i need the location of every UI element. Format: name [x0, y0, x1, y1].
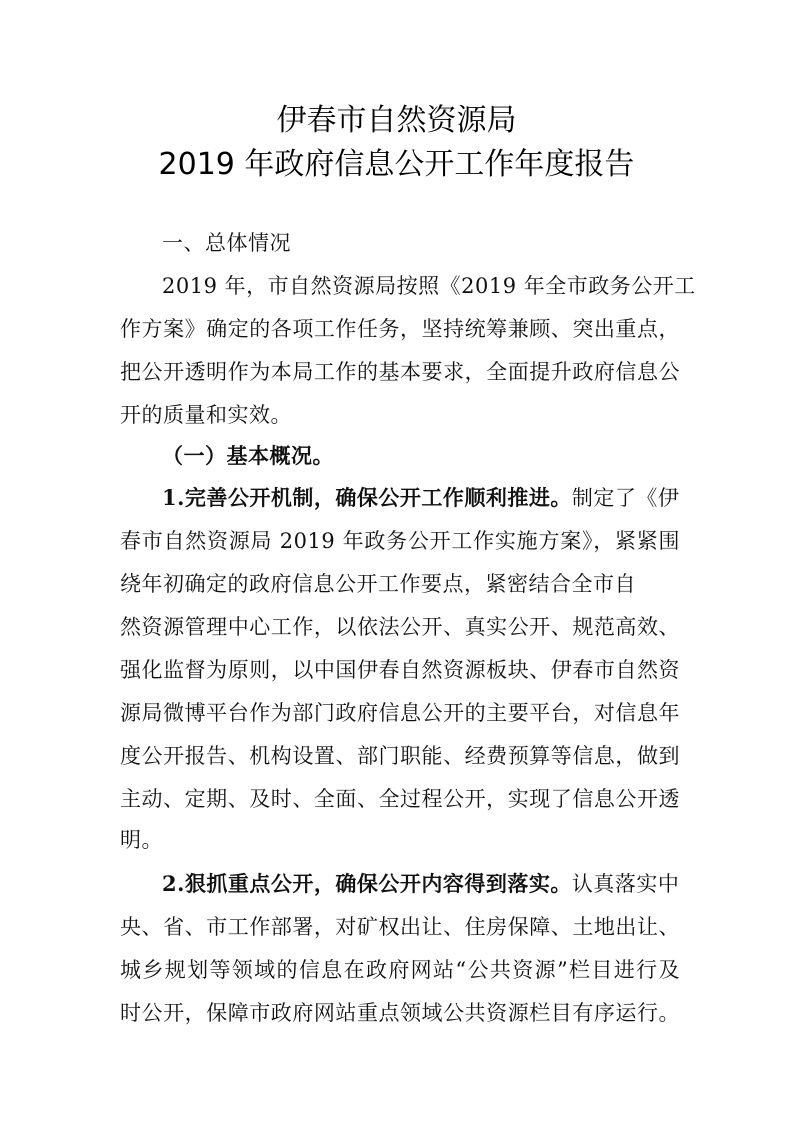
paragraph-line: 时公开，保障市政府网站重点领域公共资源栏目有序运行。 — [120, 1001, 680, 1025]
paragraph-line: 源局微博平台作为部门政府信息公开的主要平台，对信息年 — [120, 701, 680, 725]
paragraph-line: 强化监督为原则，以中国伊春自然资源板块、伊春市自然资 — [120, 658, 680, 682]
item2-first-line — [162, 869, 680, 899]
item1-text: 制定了《伊 — [571, 486, 680, 510]
paragraph-line: 春市自然资源局 2019 年政务公开工作实施方案》，紧紧围 — [120, 529, 680, 553]
item2-heading: 2.狠抓重点公开，确保公开内容得到落实。 — [162, 871, 572, 896]
paragraph-line: 城乡规划等领域的信息在政府网站“公共资源”栏目进行及 — [120, 958, 680, 982]
item1-first-line — [162, 483, 680, 513]
paragraph-line: 度公开报告、机构设置、部门职能、经费预算等信息，做到 — [120, 744, 680, 768]
paragraph-line: 开的质量和实效。 — [120, 403, 292, 427]
paragraph-line: 明。 — [120, 828, 163, 852]
subsection-heading: （一）基本概况。 — [162, 443, 334, 468]
paragraph-line: 央、省、市工作部署，对矿权出让、住房保障、土地出让、 — [120, 915, 680, 939]
paragraph-line: 2019 年，市自然资源局按照《2019 年全市政务公开工 — [162, 274, 696, 298]
item1-heading: 1.完善公开机制，确保公开工作顺利推进。 — [162, 485, 572, 510]
document-title-line1: 伊春市自然资源局 — [276, 103, 517, 138]
paragraph-line: 把公开透明作为本局工作的基本要求，全面提升政府信息公 — [120, 360, 680, 384]
paragraph-line: 作方案》确定的各项工作任务，坚持统筹兼顾、突出重点， — [120, 317, 680, 341]
section-heading: 一、总体情况 — [162, 231, 291, 255]
paragraph-line: 然资源管理中心工作，以依法公开、真实公开、规范高效、 — [120, 615, 680, 639]
document-title-line2: 2019 年政府信息公开工作年度报告 — [158, 147, 635, 182]
item2-text: 认真落实中 — [571, 872, 680, 896]
paragraph-line: 绕年初确定的政府信息公开工作要点，紧密结合全市自 — [120, 572, 636, 596]
paragraph-line: 主动、定期、及时、全面、全过程公开，实现了信息公开透 — [120, 787, 680, 811]
